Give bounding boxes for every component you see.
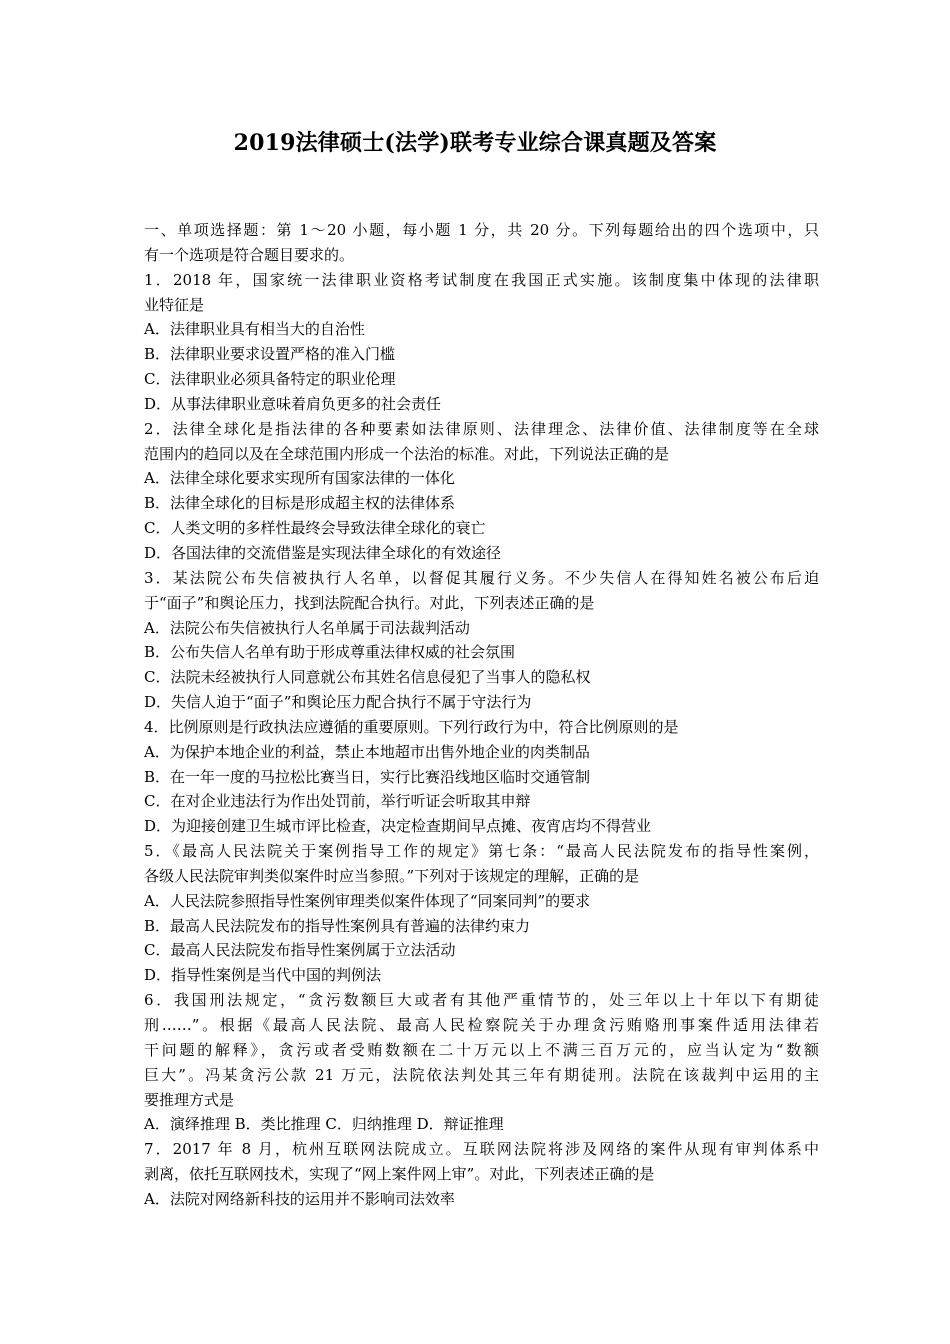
text-line: B．法律全球化的目标是形成超主权的法律体系 <box>144 494 456 513</box>
text-line: 7．2017 年 8 月，杭州互联网法院成立。互联网法院将涉及网络的案件从现有审判体系中 <box>144 1140 819 1159</box>
text-line: D．指导性案例是当代中国的判例法 <box>144 966 382 985</box>
text-line: C．在对企业违法行为作出处罚前，举行听证会听取其申辩 <box>144 792 531 811</box>
text-line: C．法律职业必须具备特定的职业伦理 <box>144 370 396 389</box>
text-line: 剥离，依托互联网技术，实现了“网上案件网上审”。对此，下列表述正确的是 <box>144 1165 655 1184</box>
text-line: 5．《最高人民法院关于案例指导工作的规定》第七条：“最高人民法院发布的指导性案例， <box>144 842 819 861</box>
document-title: 2019法律硕士(法学)联考专业综合课真题及答案 <box>233 130 717 156</box>
text-line: 6．我国刑法规定，“贪污数额巨大或者有其他严重情节的，处三年以上十年以下有期徒 <box>144 991 819 1010</box>
text-line: A．演绎推理 B．类比推理 C．归纳推理 D．辩证推理 <box>144 1115 504 1134</box>
text-line: 4．比例原则是行政执法应遵循的重要原则。下列行政行为中，符合比例原则的是 <box>144 717 679 736</box>
text-line: C．人类文明的多样性最终会导致法律全球化的衰亡 <box>144 519 486 538</box>
text-line: B．在一年一度的马拉松比赛当日，实行比赛沿线地区临时交通管制 <box>144 767 591 786</box>
text-line: 各级人民法院审判类似案件时应当参照。”下列对于该规定的理解，正确的是 <box>144 866 640 885</box>
text-line: A．法院公布失信被执行人名单属于司法裁判活动 <box>144 618 470 637</box>
text-line: A．人民法院参照指导性案例审理类似案件体现了“同案同判”的要求 <box>144 891 591 910</box>
text-line: 3．某法院公布失信被执行人名单，以督促其履行义务。不少失信人在得知姓名被公布后迫 <box>144 568 819 587</box>
text-line: A．法律职业具有相当大的自治性 <box>144 320 365 339</box>
text-line: 范围内的趋同以及在全球范围内形成一个法治的标准。对此，下列说法正确的是 <box>144 444 670 463</box>
text-line: A．法律全球化要求实现所有国家法律的一体化 <box>144 469 455 488</box>
text-line: 一、单项选择题：第 1～20 小题，每小题 1 分，共 20 分。下列每题给出的四个选项中，只 <box>144 221 819 239</box>
text-line: D．各国法律的交流借鉴是实现法律全球化的有效途径 <box>144 543 502 562</box>
text-line: 业特征是 <box>144 295 205 314</box>
text-line: B．公布失信人名单有助于形成尊重法律权威的社会氛围 <box>144 643 516 662</box>
text-line: 刑……”。根据《最高人民法院、最高人民检察院关于办理贪污贿赂刑事案件适用法律若 <box>144 1016 819 1034</box>
text-line: C．最高人民法院发布指导性案例属于立法活动 <box>144 941 456 960</box>
text-line: B．最高人民法院发布的指导性案例具有普遍的法律约束力 <box>144 916 531 935</box>
text-line: 干问题的解释》，贪污或者受贿数额在二十万元以上不满三百万元的，应当认定为“数额 <box>144 1040 819 1059</box>
text-line: A．为保护本地企业的利益，禁止本地超市出售外地企业的肉类制品 <box>144 742 590 761</box>
text-line: 巨大”。冯某贪污公款 21 万元，法院依法判处其三年有期徒刑。法院在该裁判中运用的主 <box>144 1065 819 1084</box>
text-line: B．法律职业要求设置严格的准入门槛 <box>144 345 396 364</box>
text-line: 2．法律全球化是指法律的各种要素如法律原则、法律理念、法律价值、法律制度等在全球 <box>144 419 819 438</box>
text-line: C．法院未经被执行人同意就公布其姓名信息侵犯了当事人的隐私权 <box>144 668 591 687</box>
document-body <box>144 218 819 1212</box>
text-line: 于“面子”和舆论压力，找到法院配合执行。对此，下列表述正确的是 <box>144 593 595 612</box>
text-line: D．从事法律职业意味着肩负更多的社会责任 <box>144 394 442 413</box>
text-line: 要推理方式是 <box>144 1090 235 1109</box>
text-line: 1．2018 年，国家统一法律职业资格考试制度在我国正式实施。该制度集中体现的法律职 <box>144 270 819 289</box>
text-line: A．法院对网络新科技的运用并不影响司法效率 <box>144 1189 455 1208</box>
text-line: D．失信人迫于“面子”和舆论压力配合执行不属于守法行为 <box>144 693 532 712</box>
text-line: D．为迎接创建卫生城市评比检查，决定检查期间早点摊、夜宵店均不得营业 <box>144 817 652 836</box>
text-line: 有一个选项是符合题目要求的。 <box>144 245 355 264</box>
